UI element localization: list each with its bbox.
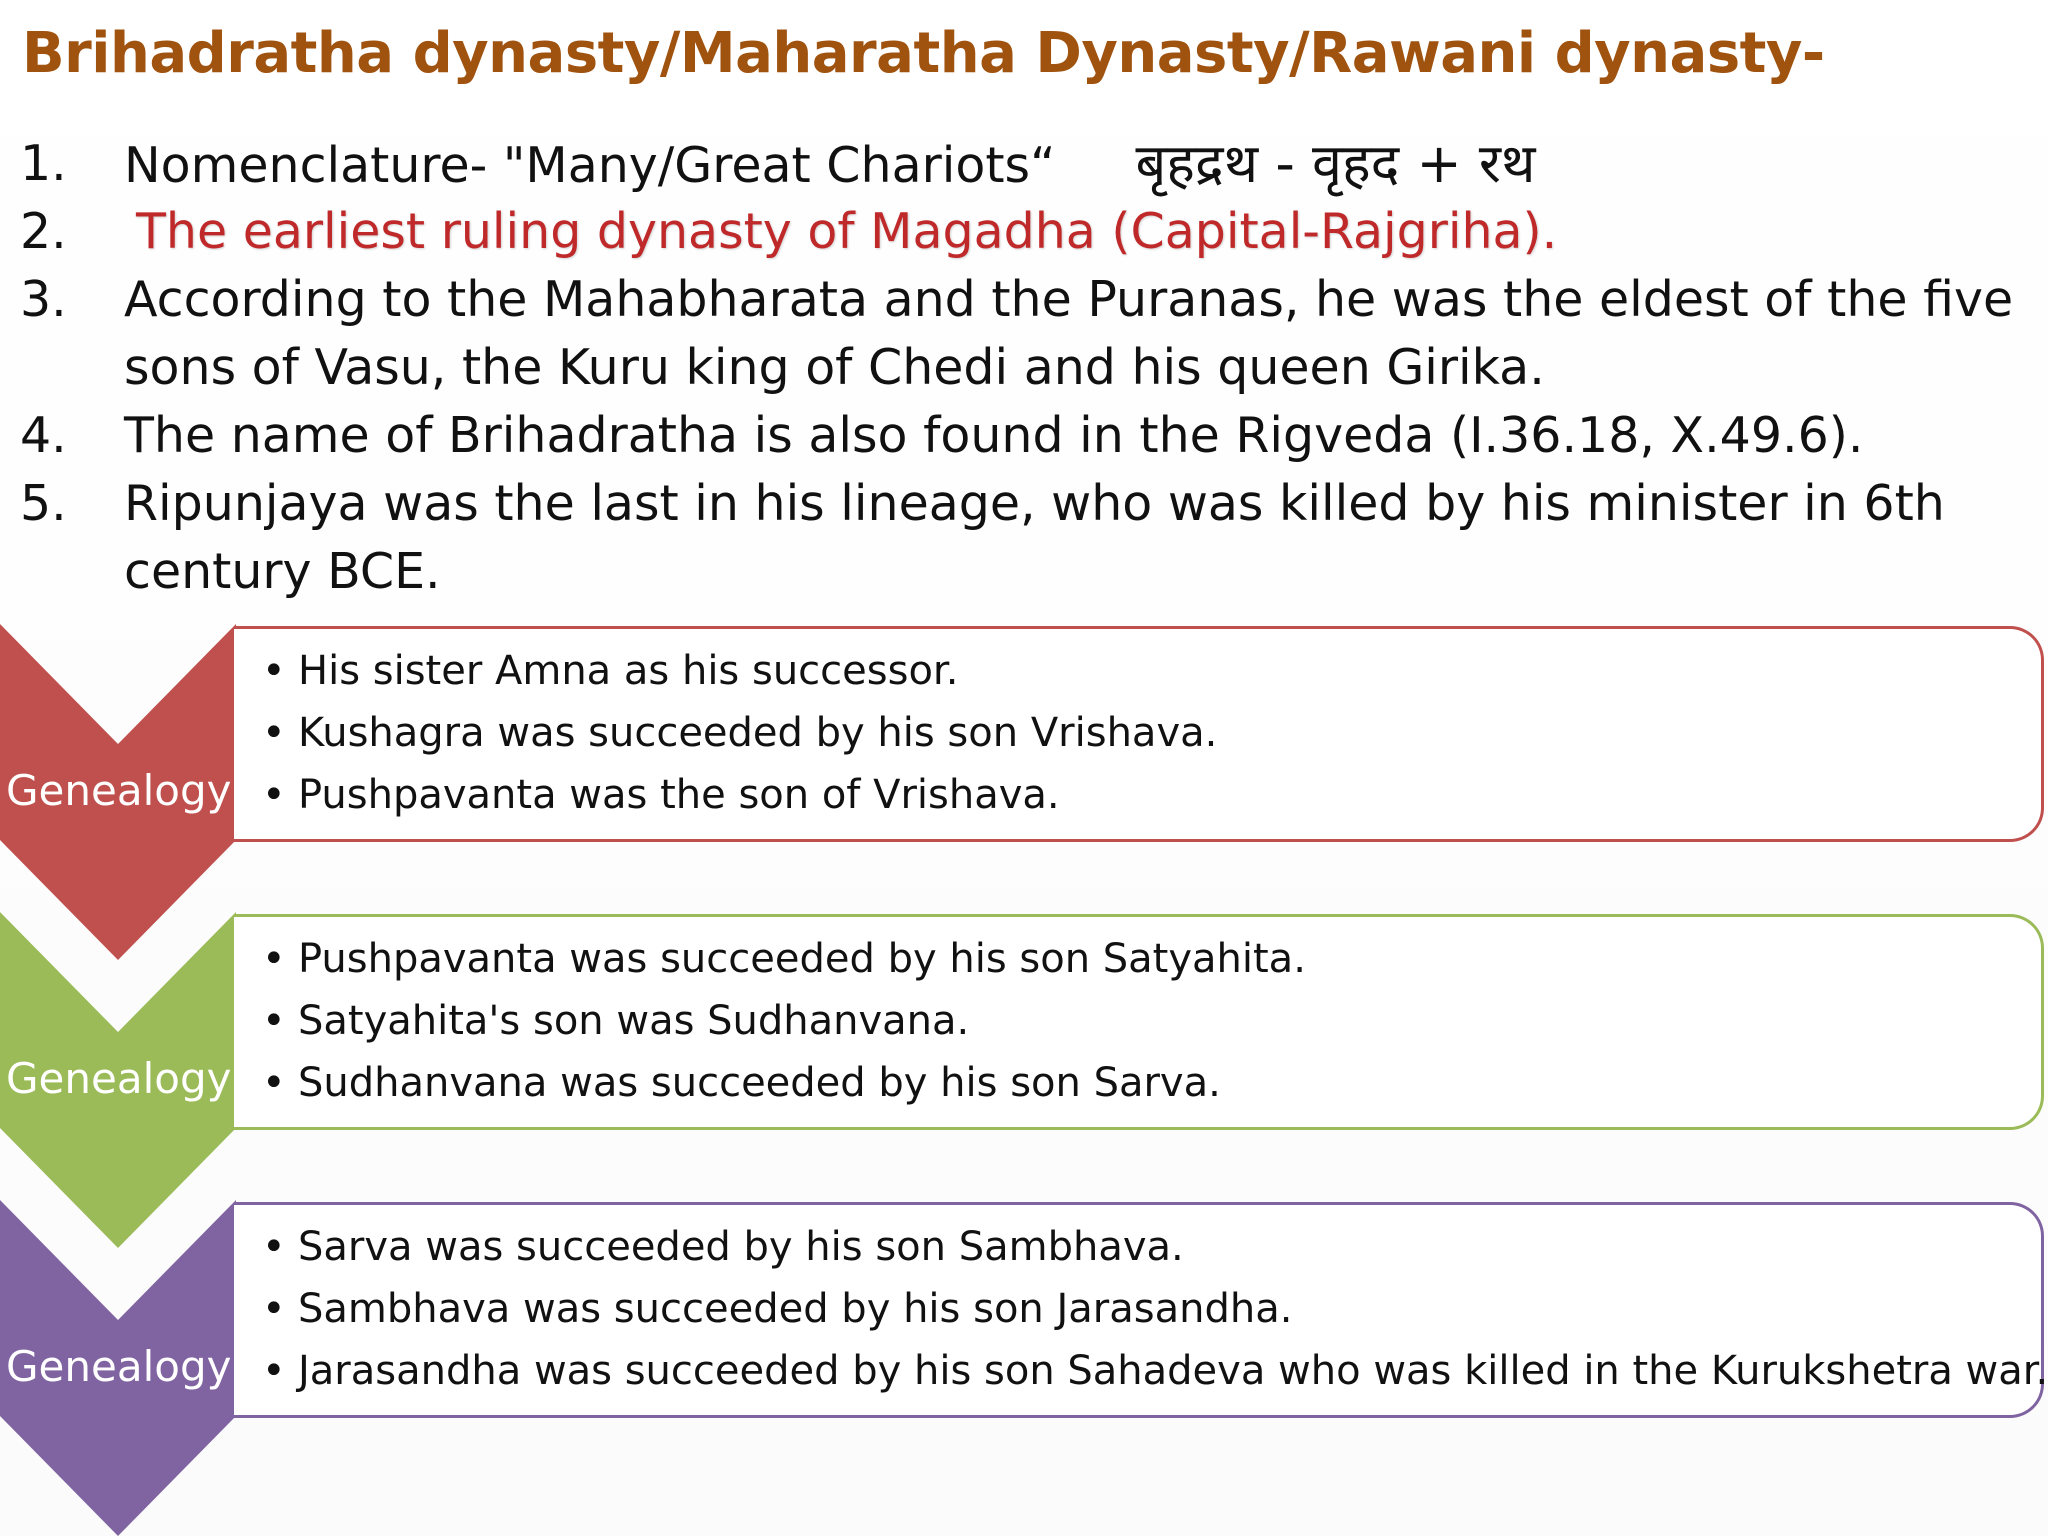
point-number: 5. xyxy=(20,475,67,532)
point-number: 1. xyxy=(20,135,67,192)
list-item: • Pushpavanta was the son of Vrishava. xyxy=(262,764,2022,826)
slide-title: Brihadratha dynasty/Maharatha Dynasty/Rawani dynasty- xyxy=(22,21,1825,86)
devanagari-etymology: बृहद्रथ - वृहद + रथ xyxy=(1135,132,1536,195)
list-item: • Sudhanvana was succeeded by his son Sarva. xyxy=(262,1052,2022,1114)
list-item: • Satyahita's son was Sudhanvana. xyxy=(262,990,2022,1052)
point-text-highlight: The earliest ruling dynasty of Magadha (Capital-Rajgriha). xyxy=(136,203,1558,260)
point-text: The name of Brihadratha is also found in the Rigveda (I.36.18, X.49.6). xyxy=(124,407,1864,464)
point-2 xyxy=(0,198,2048,266)
genealogy-label: Genealogy xyxy=(6,1054,232,1103)
point-text: According to the Mahabharata and the Puranas, he was the eldest of the five sons of Vasu, the Kuru king of Chedi and his queen Girika. xyxy=(124,271,2014,396)
point-text xyxy=(124,130,1536,200)
point-number: 2. xyxy=(20,203,67,260)
point-1 xyxy=(0,130,2048,198)
genealogy-list xyxy=(262,928,2022,1114)
genealogy-list xyxy=(262,640,2022,826)
list-item: • Kushagra was succeeded by his son Vrishava. xyxy=(262,702,2022,764)
genealogy-label: Genealogy xyxy=(6,766,232,815)
list-item: • Jarasandha was succeeded by his son Sahadeva who was killed in the Kurukshetra war. xyxy=(262,1340,2022,1402)
point-text-latin: Nomenclature- "Many/Great Chariots“ xyxy=(124,137,1056,194)
point-5 xyxy=(0,470,2048,606)
list-item: • Sarva was succeeded by his son Sambhava. xyxy=(262,1216,2022,1278)
point-text: Ripunjaya was the last in his lineage, who was killed by his minister in 6th century BCE. xyxy=(124,475,1945,600)
point-4 xyxy=(0,402,2048,470)
point-3 xyxy=(0,266,2048,402)
list-item: • His sister Amna as his successor. xyxy=(262,640,2022,702)
point-number: 3. xyxy=(20,271,67,328)
numbered-points xyxy=(0,130,2048,606)
point-number: 4. xyxy=(20,407,67,464)
genealogy-block-3 xyxy=(0,1200,2048,1536)
list-item: • Pushpavanta was succeeded by his son Satyahita. xyxy=(262,928,2022,990)
genealogy-list xyxy=(262,1216,2048,1402)
list-item: • Sambhava was succeeded by his son Jarasandha. xyxy=(262,1278,2022,1340)
genealogy-label: Genealogy xyxy=(6,1342,232,1391)
